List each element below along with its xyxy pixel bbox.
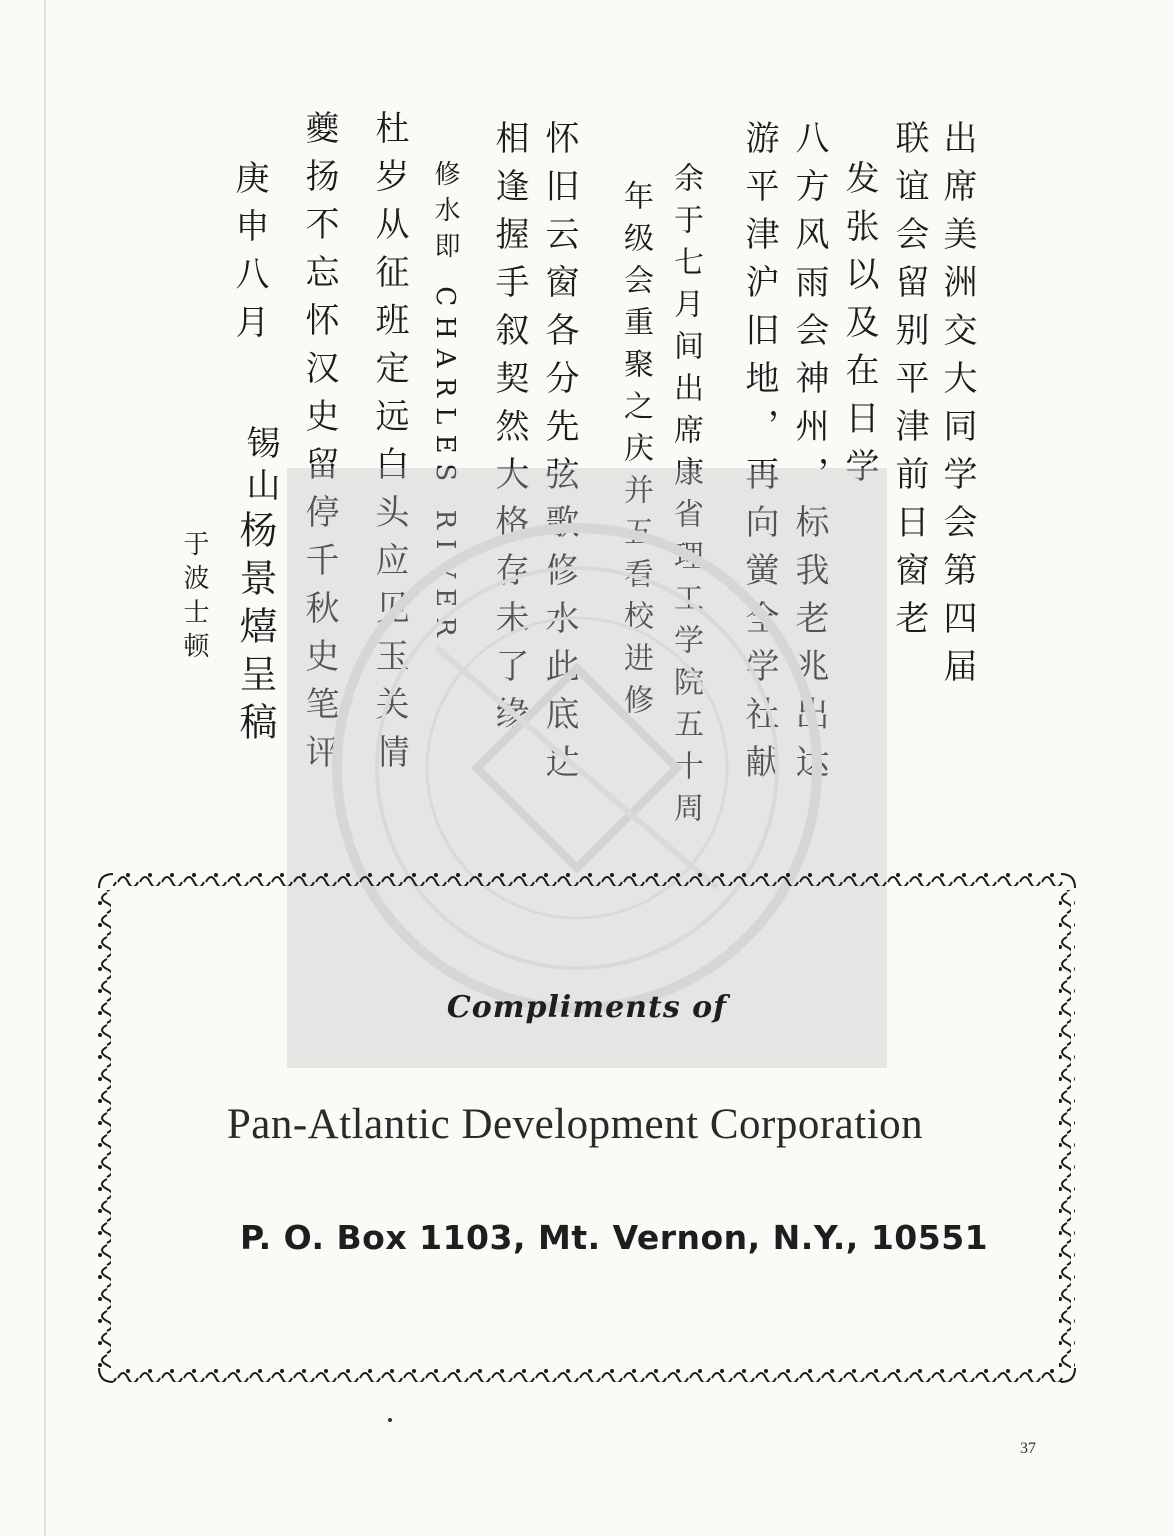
- poem-column-6: 余于七月间出席康省理工学院五十周: [668, 162, 703, 834]
- company-name: Pan-Atlantic Development Corporation: [226, 1101, 924, 1148]
- poem-column-11: 杜岁从征班定远白头应见玉关情: [369, 110, 409, 782]
- signature-city: 于波士顿: [179, 530, 209, 666]
- poem-column-9: 相逢握手叙契然大格存未了缘: [489, 120, 529, 744]
- poem-column-4: 八方风雨会神州，标我老兆出达: [789, 120, 829, 792]
- poem-column-13: 庚申八月: [229, 160, 269, 352]
- signature-name: 杨景熺呈稿: [233, 510, 277, 750]
- poem-column-12: 夔扬不忘怀汉史留停千秋史笔评: [299, 110, 339, 782]
- signature-place: 锡山: [240, 425, 280, 509]
- poem-column-1: 出席美洲交大同学会第四届: [937, 120, 977, 696]
- ink-speck: [388, 1418, 392, 1422]
- compliments-heading: Compliments of: [446, 990, 728, 1025]
- page-number: 37: [1020, 1440, 1036, 1457]
- binding-edge: [44, 0, 46, 1536]
- poem-column-5: 游平津沪旧地，再向黉全学社献: [739, 120, 779, 792]
- poem-column-10: 修水即 CHARLES RIVER: [430, 160, 460, 647]
- poem-column-8: 怀旧云窗各分先弦歌修水此底达: [539, 120, 579, 792]
- poem-column-2: 联谊会留别平津前日窗老: [889, 120, 929, 648]
- company-address: P. O. Box 1103, Mt. Vernon, N.Y., 10551: [240, 1218, 989, 1257]
- poem-column-3: 发张以及在日学: [839, 160, 879, 496]
- poem-column-7: 年级会重聚之庆并五看校进修: [618, 180, 653, 726]
